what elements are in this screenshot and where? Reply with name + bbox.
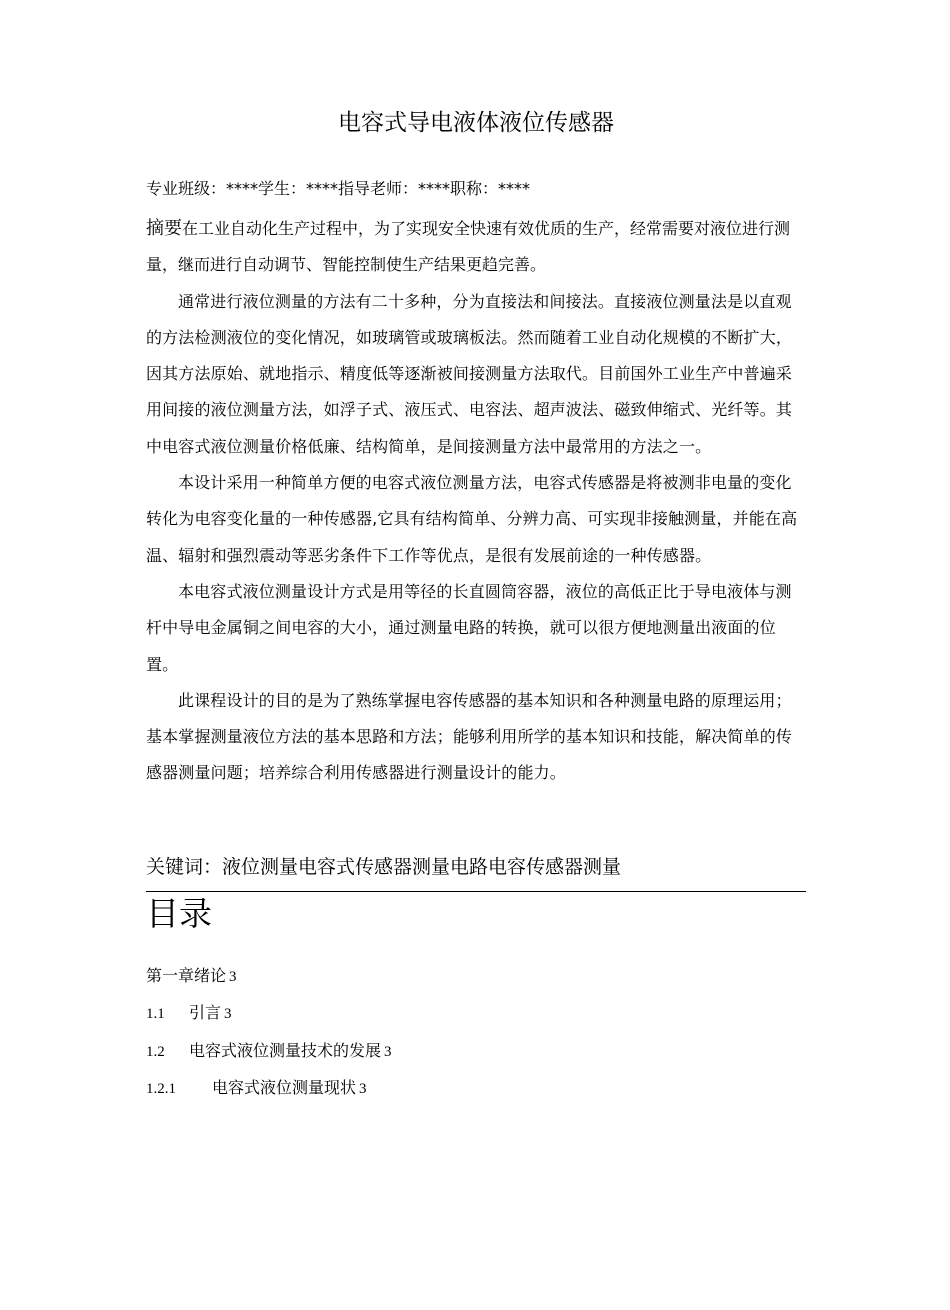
toc-item-label: 第一章绪论 <box>146 965 227 985</box>
author-info: 专业班级：****学生：****指导老师：****职称：**** <box>146 179 531 198</box>
abstract-text: 在工业自动化生产过程中，为了实现安全快速有效优质的生产，经常需要对液位进行测量，继而进行自动调节、智能控制使生产结果更趋完善。 <box>146 219 791 275</box>
toc-item-page: 3 <box>229 968 237 985</box>
keywords: 关键词：液位测量电容式传感器测量电路电容传感器测量 <box>146 855 622 878</box>
toc-title: 目录 <box>146 893 212 933</box>
toc-item-number: 1.1 <box>146 1006 165 1023</box>
toc-item-number: 1.2.1 <box>146 1081 176 1098</box>
body-paragraph-1: 通常进行液位测量的方法有二十多种，分为直接法和间接法。直接液位测量法是以直观的方法检测液位的变化情况，如玻璃管或玻璃板法。然而随着工业自动化规模的不断扩大，因其方法原始、就地指示、精度低等逐渐被间接测量方法取代。目前国外工业生产中普遍采用间接的液位测量方法，如浮子式、液压式、电容法、超声波法、磁致伸缩式、光纤等。其中电容式液位测量价格低廉、结构简单，是间接测量方法中最常用的方法之一。 <box>146 291 793 456</box>
toc-item-label: 电容式液位测量技术的发展 <box>189 1040 382 1060</box>
toc-item-1-1[interactable] <box>146 995 806 1033</box>
document-title: 电容式导电液体液位传感器 <box>338 110 614 136</box>
body-paragraph-4: 此课程设计的目的是为了熟练掌握电容传感器的基本知识和各种测量电路的原理运用；基本掌握测量液位方法的基本思路和方法；能够利用所学的基本知识和技能，解决简单的传感器测量问题；培养综合利用传感器进行测量设计的能力。 <box>146 690 793 783</box>
toc-item-page: 3 <box>224 1006 232 1023</box>
toc-item-number: 1.2 <box>146 1043 165 1060</box>
toc-item-label: 电容式液位测量现状 <box>212 1078 357 1098</box>
toc-item-page: 3 <box>359 1081 367 1098</box>
table-of-contents <box>146 958 806 1108</box>
toc-item-page: 3 <box>384 1043 392 1060</box>
abstract <box>146 211 806 284</box>
toc-item-label: 引言 <box>189 1003 222 1023</box>
document-content <box>146 100 806 1108</box>
toc-item-1-2[interactable] <box>146 1033 806 1071</box>
toc-item-1-2-1[interactable] <box>146 1070 806 1108</box>
body-paragraph-2: 本设计采用一种简单方便的电容式液位测量方法，电容式传感器是将被测非电量的变化转化为电容变化量的一种传感器,它具有结构简单、分辨力高、可实现非接触测量，并能在高温、辐射和强烈震动等恶劣条件下工作等优点，是很有发展前途的一种传感器。 <box>146 473 798 565</box>
toc-item-chapter-1[interactable] <box>146 958 806 996</box>
body-paragraph-3: 本电容式液位测量设计方式是用等径的长直圆筒容器，液位的高低正比于导电液体与测杆中导电金属铜之间电容的大小，通过测量电路的转换，就可以很方便地测量出液面的位置。 <box>146 581 792 674</box>
abstract-label: 摘要 <box>146 218 182 239</box>
